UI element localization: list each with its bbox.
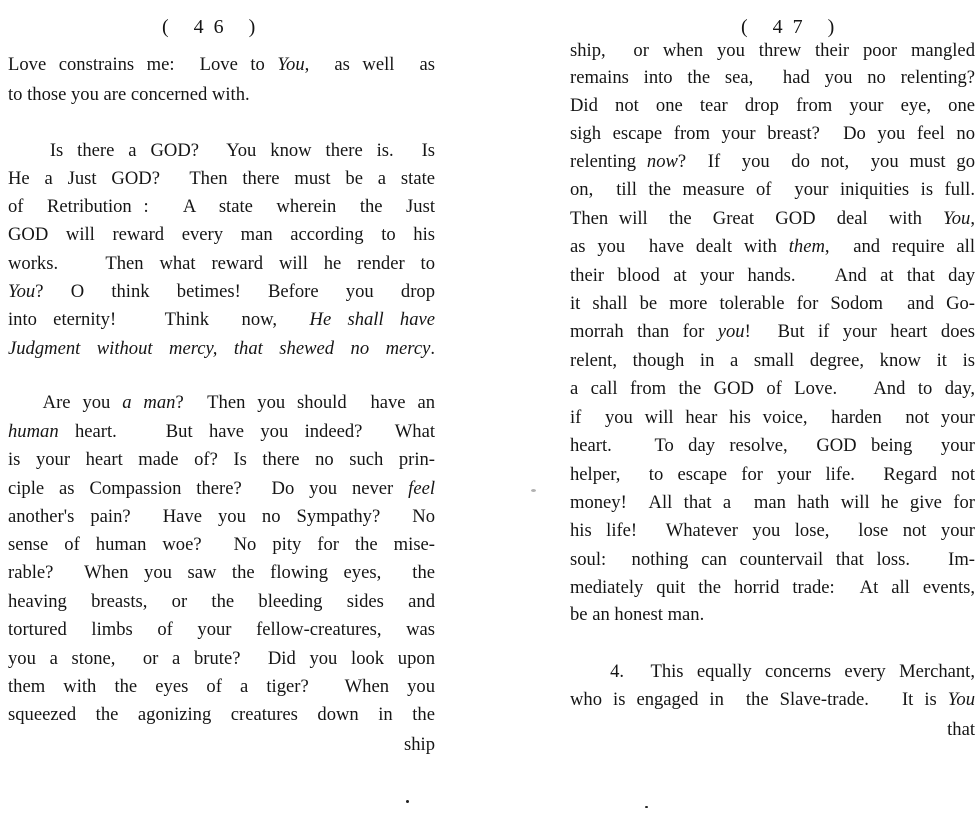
page-number: ( 47 ) xyxy=(741,16,845,38)
italic-text: You xyxy=(947,689,975,710)
text-line xyxy=(8,736,435,758)
text-run: GOD will reward every man according to his xyxy=(8,224,435,245)
text-line xyxy=(8,451,435,473)
italic-text: Judgment without mercy, that shewed no mercy xyxy=(8,338,431,359)
text-line xyxy=(570,551,975,573)
italic-text: you xyxy=(717,321,745,342)
text-run: to those you are concerned with. xyxy=(8,84,250,105)
text-run: them with the eyes of a tiger? When you xyxy=(8,676,435,697)
page-number: ( 46 ) xyxy=(162,16,266,38)
text-run: sigh escape from your breast? Do you feel no xyxy=(570,123,975,144)
text-line xyxy=(8,621,435,643)
text-run: that xyxy=(947,719,975,740)
text-run: , as well as xyxy=(304,54,435,75)
text-line xyxy=(570,352,975,374)
text-run: He a Just GOD? Then there must be a state xyxy=(8,168,435,189)
italic-text: He shall have xyxy=(309,309,435,330)
text-line xyxy=(8,142,435,164)
text-line xyxy=(570,691,975,713)
text-run: who is engaged in the Slave-trade. It is xyxy=(570,689,948,710)
italic-text: You xyxy=(943,208,971,229)
text-line xyxy=(570,97,975,119)
text-line xyxy=(8,678,435,700)
text-line xyxy=(8,311,435,333)
text-run: Did not one tear drop from your eye, one xyxy=(570,95,975,116)
text-run: a call from the GOD of Love. And to day, xyxy=(570,378,975,399)
text-run: if you will hear his voice, harden not your xyxy=(570,407,975,428)
text-run: heart. To day resolve, GOD being your xyxy=(570,435,975,456)
text-run: ! But if your heart does xyxy=(744,321,975,342)
text-line xyxy=(570,721,975,743)
text-line xyxy=(570,153,975,175)
text-line xyxy=(8,198,435,220)
text-run: sense of human woe? No pity for the mise- xyxy=(8,534,435,555)
text-line xyxy=(570,69,975,91)
text-run: morrah than for xyxy=(570,321,718,342)
text-run: remains into the sea, had you no relenting? xyxy=(570,67,975,88)
text-line xyxy=(8,340,435,362)
text-line xyxy=(570,437,975,459)
italic-text: feel xyxy=(408,478,435,499)
text-line xyxy=(8,650,435,672)
text-run: 4. This equally concerns every Merchant, xyxy=(570,661,975,682)
text-line xyxy=(570,181,975,203)
text-run: soul: nothing can countervail that loss. Im- xyxy=(570,549,975,570)
text-run: relent, though in a small degree, know it is xyxy=(570,350,975,371)
text-line xyxy=(8,536,435,558)
text-line xyxy=(8,394,435,416)
text-line xyxy=(8,283,435,305)
text-run: Then will the Great GOD deal with xyxy=(570,208,944,229)
text-line xyxy=(570,663,975,685)
text-run: Love constrains me: Love to xyxy=(8,54,278,75)
ink-speck xyxy=(645,806,648,808)
text-run: another's pain? Have you no Sympathy? No xyxy=(8,506,435,527)
text-run: squeezed the agonizing creatures down in the xyxy=(8,704,435,725)
text-line xyxy=(8,706,435,728)
text-run: on, till the measure of your iniquities is full. xyxy=(570,179,975,200)
text-run: heart. But have you indeed? What xyxy=(58,421,435,442)
text-run: , and require all xyxy=(824,236,975,257)
text-line xyxy=(8,593,435,615)
text-run: relenting xyxy=(570,151,647,172)
text-line xyxy=(570,466,975,488)
text-run: tortured limbs of your fellow-creatures, was xyxy=(8,619,435,640)
italic-text: You xyxy=(277,54,305,75)
text-run: ship, or when you threw their poor mangled xyxy=(570,40,975,61)
text-run: Is there a GOD? You know there is. Is xyxy=(8,140,435,161)
text-run: heaving breasts, or the bleeding sides and xyxy=(8,591,435,612)
text-run: be an honest man. xyxy=(570,604,705,625)
text-line xyxy=(570,267,975,289)
text-run: helper, to escape for your life. Regard not xyxy=(570,464,975,485)
italic-text: a man xyxy=(122,392,176,413)
text-run: is your heart made of? Is there no such prin- xyxy=(8,449,435,470)
text-line xyxy=(570,522,975,544)
text-line xyxy=(8,170,435,192)
text-run: it shall be more tolerable for Sodom and Go- xyxy=(570,293,975,314)
text-run: mediately quit the horrid trade: At all events, xyxy=(570,577,975,598)
text-run: into eternity! Think now, xyxy=(8,309,310,330)
text-line xyxy=(8,508,435,530)
italic-text: now xyxy=(646,151,678,172)
text-run: ? If you do not, you must go xyxy=(677,151,976,172)
text-line xyxy=(570,409,975,431)
italic-text: them xyxy=(788,236,825,257)
text-run: of Retribution : A state wherein the Just xyxy=(8,196,435,217)
text-line xyxy=(8,56,435,78)
text-run: as you have dealt with xyxy=(570,236,789,257)
text-run: works. Then what reward will he render to xyxy=(8,253,435,274)
text-run: their blood at your hands. And at that day xyxy=(570,265,975,286)
text-line xyxy=(8,423,435,445)
ink-speck xyxy=(531,489,536,492)
text-run: rable? When you saw the flowing eyes, the xyxy=(8,562,435,583)
text-line xyxy=(570,238,975,260)
text-run: his life! Whatever you lose, lose not your xyxy=(570,520,975,541)
text-line xyxy=(8,226,435,248)
text-run: Are you xyxy=(8,392,123,413)
text-line xyxy=(570,210,975,232)
text-line xyxy=(570,295,975,317)
italic-text: You xyxy=(8,281,36,302)
text-line xyxy=(570,42,975,64)
text-run: . xyxy=(430,338,435,359)
text-line xyxy=(570,494,975,516)
text-run: , xyxy=(970,208,975,229)
text-line xyxy=(8,255,435,277)
text-line xyxy=(570,579,975,601)
text-run: money! All that a man hath will he give for xyxy=(570,492,975,513)
text-line xyxy=(570,125,975,147)
text-line xyxy=(8,86,435,108)
text-line xyxy=(8,564,435,586)
ink-speck xyxy=(406,800,409,803)
text-run: ciple as Compassion there? Do you never xyxy=(8,478,409,499)
text-line xyxy=(570,380,975,402)
text-run: ? O think betimes! Before you drop xyxy=(35,281,435,302)
text-run: ? Then you should have an xyxy=(175,392,435,413)
text-line xyxy=(570,606,975,628)
text-run: you a stone, or a brute? Did you look upon xyxy=(8,648,435,669)
text-line xyxy=(8,480,435,502)
text-run: ship xyxy=(404,734,435,755)
text-line xyxy=(570,323,975,345)
italic-text: human xyxy=(8,421,59,442)
